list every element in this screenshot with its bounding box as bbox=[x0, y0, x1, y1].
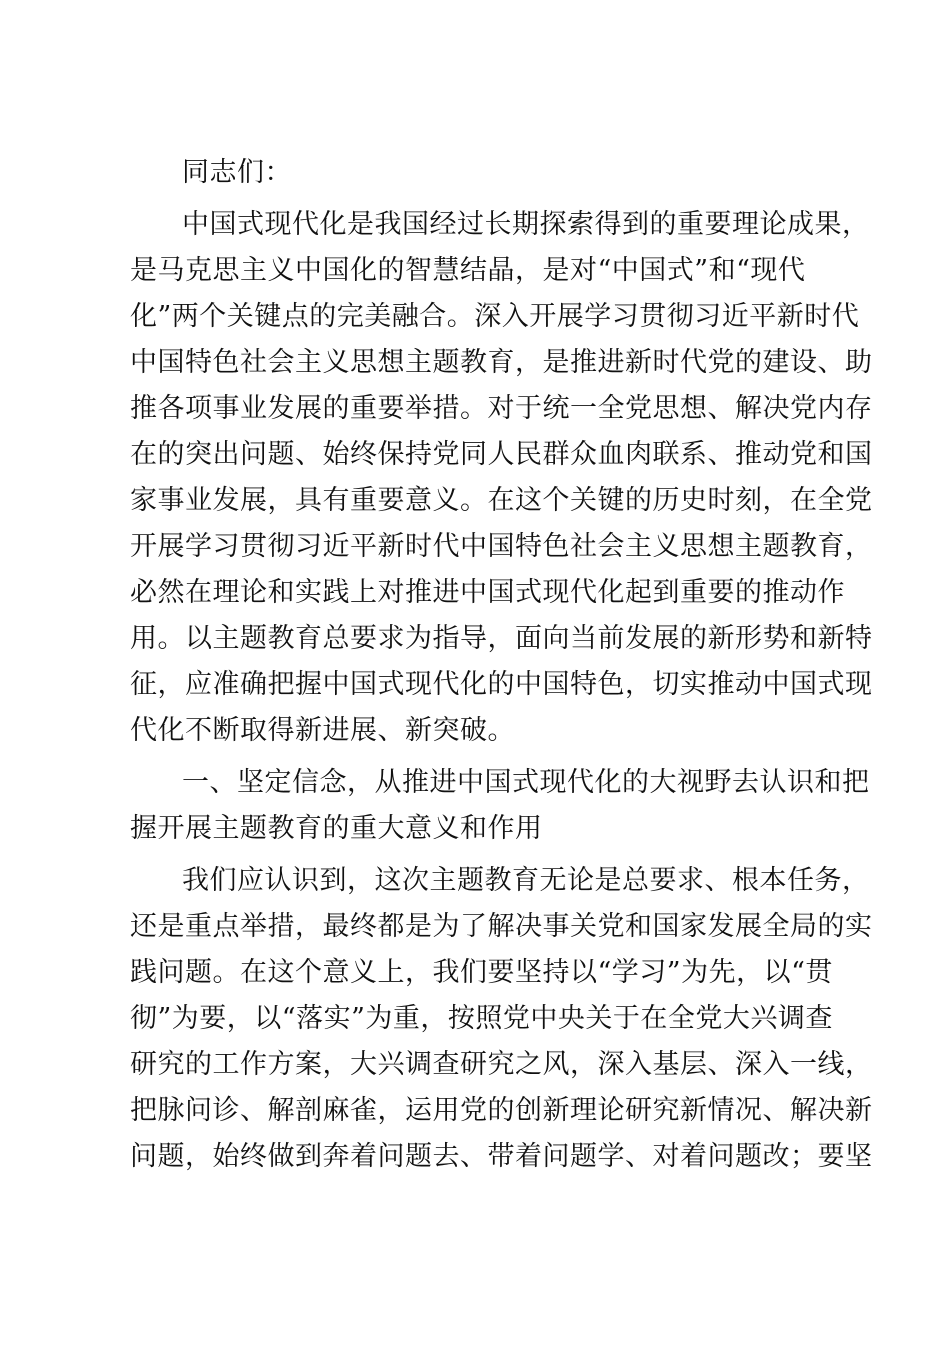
heading-line: 握开展主题教育的重大意义和作用 bbox=[130, 813, 543, 844]
paragraph-line: 必然在理论和实践上对推进中国式现代化起到重要的推动作 bbox=[130, 577, 845, 608]
section-heading-1 bbox=[130, 760, 870, 852]
paragraph-intro bbox=[130, 202, 873, 754]
paragraph-line: 推各项事业发展的重要举措。对于统一全党思想、解决党内存 bbox=[130, 393, 873, 424]
paragraph-line: 代化不断取得新进展、新突破。 bbox=[130, 715, 515, 746]
paragraph-line: 用。以主题教育总要求为指导，面向当前发展的新形势和新特 bbox=[130, 623, 873, 654]
paragraph-line: 征，应准确把握中国式现代化的中国特色，切实推动中国式现 bbox=[130, 669, 873, 700]
document-body bbox=[130, 150, 873, 1180]
paragraph-line: 研究的工作方案，大兴调查研究之风，深入基层、深入一线， bbox=[130, 1049, 873, 1080]
paragraph-line: 在的突出问题、始终保持党同人民群众血肉联系、推动党和国 bbox=[130, 439, 873, 470]
paragraph-line: 彻”为要，以“落实”为重，按照党中央关于在全党大兴调查 bbox=[130, 1003, 833, 1034]
paragraph-line: 还是重点举措，最终都是为了解决事关党和国家发展全局的实 bbox=[130, 911, 873, 942]
paragraph-line: 践问题。在这个意义上，我们要坚持以“学习”为先，以“贯 bbox=[130, 957, 833, 988]
paragraph-line: 开展学习贯彻习近平新时代中国特色社会主义思想主题教育， bbox=[130, 531, 873, 562]
paragraph-line: 是马克思主义中国化的智慧结晶，是对“中国式”和“现代 bbox=[130, 255, 806, 286]
paragraph-line: 把脉问诊、解剖麻雀，运用党的创新理论研究新情况、解决新 bbox=[130, 1095, 873, 1126]
paragraph-line: 家事业发展，具有重要意义。在这个关键的历史时刻，在全党 bbox=[130, 485, 873, 516]
paragraph-line: 化”两个关键点的完美融合。深入开展学习贯彻习近平新时代 bbox=[130, 301, 860, 332]
paragraph-line: 中国特色社会主义思想主题教育，是推进新时代党的建设、助 bbox=[130, 347, 873, 378]
paragraph-section-1 bbox=[130, 858, 873, 1180]
paragraph-line: 中国式现代化是我国经过长期探索得到的重要理论成果， bbox=[182, 209, 870, 240]
paragraph-line: 问题，始终做到奔着问题去、带着问题学、对着问题改；要坚 bbox=[130, 1141, 873, 1172]
greeting: 同志们： bbox=[182, 157, 292, 188]
heading-line: 一、坚定信念，从推进中国式现代化的大视野去认识和把 bbox=[182, 767, 870, 798]
paragraph-line: 我们应认识到，这次主题教育无论是总要求、根本任务， bbox=[182, 865, 870, 896]
